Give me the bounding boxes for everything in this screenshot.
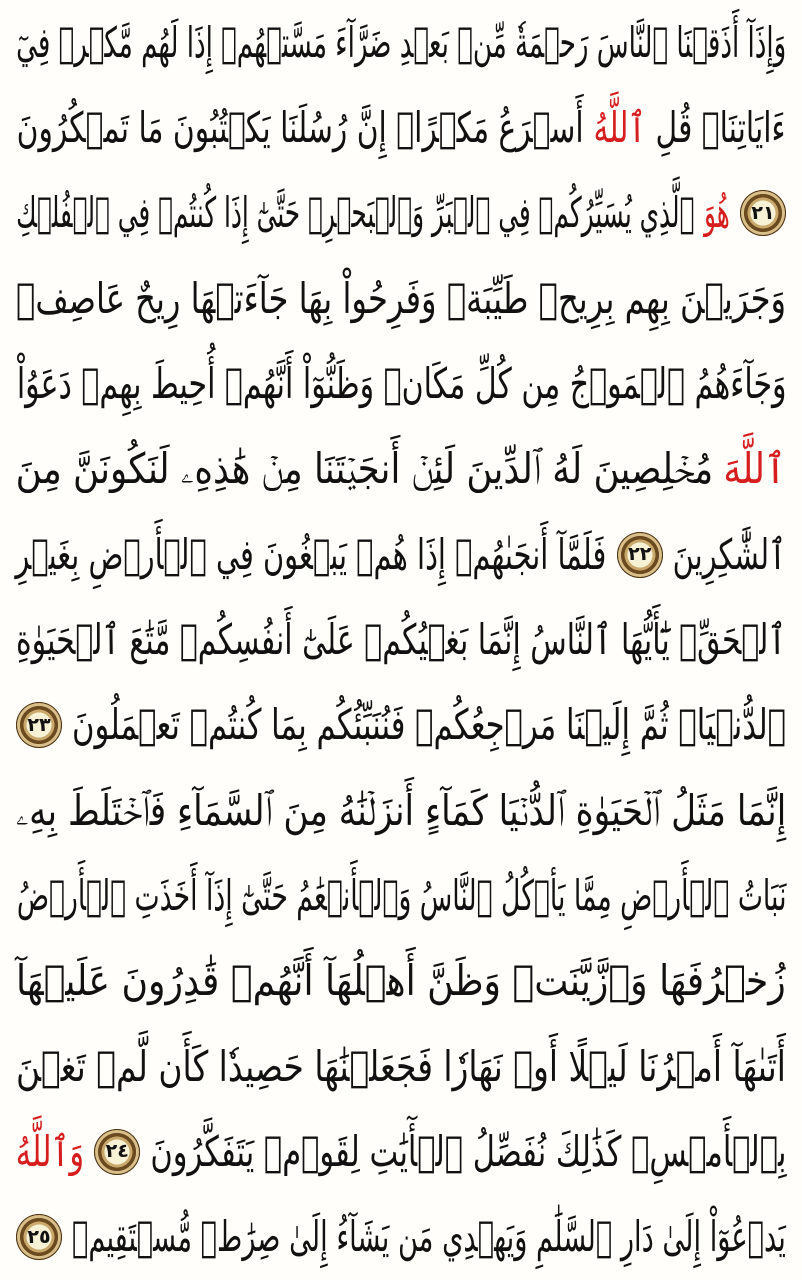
text-line-5: [14, 341, 788, 426]
verse-text: ٱلَّذِي يُسَيِّرُكُمۡ فِي ٱلۡبَرِّ وَٱلۡبَحۡرِۖ حَتَّىٰٓ إِذَا كُنتُمۡ فِي ٱلۡفُلۡكِ: [15, 188, 695, 238]
verse-text: زُخۡرُفَهَا وَٱزَّيَّنَتۡ وَظَنَّ أَهۡلُهَآ أَنَّهُمۡ قَٰدِرُونَ عَلَيۡهَآ: [16, 956, 786, 1006]
verse-text: وَجَرَيۡنَ بِهِم بِرِيحٖ طَيِّبَةٖ وَفَرِحُواْ بِهَا جَآءَتۡهَا رِيحٌ عَاصِفٞ: [15, 273, 786, 323]
verse-text: ٱلدُّنۡيَاۖ ثُمَّ إِلَيۡنَا مَرۡجِعُكُمۡ فَنُنَبِّئُكُم بِمَا كُنتُمۡ تَعۡمَلُونَ: [71, 700, 786, 750]
text-lines: [14, 0, 788, 1280]
divine-name-text: هُوَ: [704, 188, 730, 238]
ayah-end-marker-icon: [617, 532, 663, 578]
ayah-number: ٢٣: [27, 713, 51, 736]
ayah-end-marker-icon: [16, 702, 62, 748]
verse-text: بِٱلۡأَمۡسِۚ كَذَٰلِكَ نُفَصِّلُ ٱلۡأٓيَٰتِ لِقَوۡمٖ يَتَفَكَّرُونَ: [149, 1126, 786, 1176]
text-line-12: [14, 939, 788, 1024]
divine-name-text: ٱللَّهُ: [593, 102, 646, 152]
text-line-15: [14, 1195, 788, 1280]
divine-name-text: ٱللَّهَ: [723, 444, 786, 494]
verse-text: نَبَاتُ ٱلۡأَرۡضِ مِمَّا يَأۡكُلُ ٱلنَّاسُ وَٱلۡأَنۡعَٰمُ حَتَّىٰٓ إِذَآ أَخَذَتِ ٱلۡأَرۡضُ: [16, 870, 786, 920]
ayah-number: ٢٤: [105, 1140, 129, 1163]
ayah-number: ٢١: [751, 201, 775, 224]
text-line-4: [14, 256, 788, 341]
verse-text: وَإِذَآ أَذَقۡنَا ٱلنَّاسَ رَحۡمَةٗ مِّنۢ بَعۡدِ ضَرَّآءَ مَسَّتۡهُمۡ إِذَا لَهُم مَّكۡرٞ فِيٓ: [15, 17, 786, 67]
verse-text: أَسۡرَعُ مَكۡرًاۚ إِنَّ رُسُلَنَا يَكۡتُبُونَ مَا تَمۡكُرُونَ: [16, 102, 584, 152]
verse-text: وَجَآءَهُمُ ٱلۡمَوۡجُ مِن كُلِّ مَكَانٖ وَظَنُّوٓاْ أَنَّهُمۡ أُحِيطَ بِهِمۡ دَعَوُاْ: [16, 358, 786, 408]
divine-name-text: وَٱللَّهُ: [15, 1126, 85, 1176]
verse-text: إِنَّمَا مَثَلُ ٱلۡحَيَوٰةِ ٱلدُّنۡيَا كَمَآءٍ أَنزَلۡنَٰهُ مِنَ ٱلسَّمَآءِ فَٱخۡتَلَطَ بِهِۦ: [15, 785, 786, 835]
text-line-8: [14, 597, 788, 682]
ayah-end-marker-icon: [16, 1214, 62, 1260]
text-line-10: [14, 768, 788, 853]
text-line-1: [14, 0, 788, 85]
ayah-number: ٢٢: [628, 543, 652, 566]
text-line-13: [14, 1024, 788, 1109]
verse-text: أَتَىٰهَآ أَمۡرُنَا لَيۡلًا أَوۡ نَهَارٗا فَجَعَلۡنَٰهَا حَصِيدٗا كَأَن لَّمۡ تَغۡنَ: [16, 1041, 786, 1091]
text-line-14: [14, 1109, 788, 1194]
text-line-7: [14, 512, 788, 597]
verse-text: فَلَمَّآ أَنجَىٰهُمۡ إِذَا هُمۡ يَبۡغُونَ فِي ٱلۡأَرۡضِ بِغَيۡرِ: [15, 529, 607, 579]
text-line-11: [14, 853, 788, 938]
ayah-number: ٢٥: [27, 1225, 51, 1248]
text-line-9: [14, 683, 788, 768]
text-line-2: [14, 85, 788, 170]
ayah-end-marker-icon: [740, 190, 786, 236]
verse-text: ٱلۡحَقِّۗ يَٰٓأَيُّهَا ٱلنَّاسُ إِنَّمَا بَغۡيُكُمۡ عَلَىٰٓ أَنفُسِكُمۖ مَّتَٰعَ ٱلۡحَيَوٰةِ: [16, 614, 786, 664]
text-line-6: [14, 427, 788, 512]
verse-text: ٱلشَّٰكِرِينَ: [672, 529, 786, 579]
text-line-3: [14, 171, 788, 256]
ayah-end-marker-icon: [94, 1129, 140, 1175]
verse-text: يَدۡعُوٓاْ إِلَىٰ دَارِ ٱلسَّلَٰمِ وَيَهۡدِي مَن يَشَآءُ إِلَىٰ صِرَٰطٖ مُّسۡتَقِيمٖ: [72, 1212, 786, 1262]
verse-text: مُخۡلِصِينَ لَهُ ٱلدِّينَ لَئِنۡ أَنجَيۡتَنَا مِنۡ هَٰذِهِۦ لَنَكُونَنَّ مِنَ: [15, 444, 714, 494]
verse-text: ءَايَاتِنَاۚ قُلِ: [656, 102, 786, 152]
